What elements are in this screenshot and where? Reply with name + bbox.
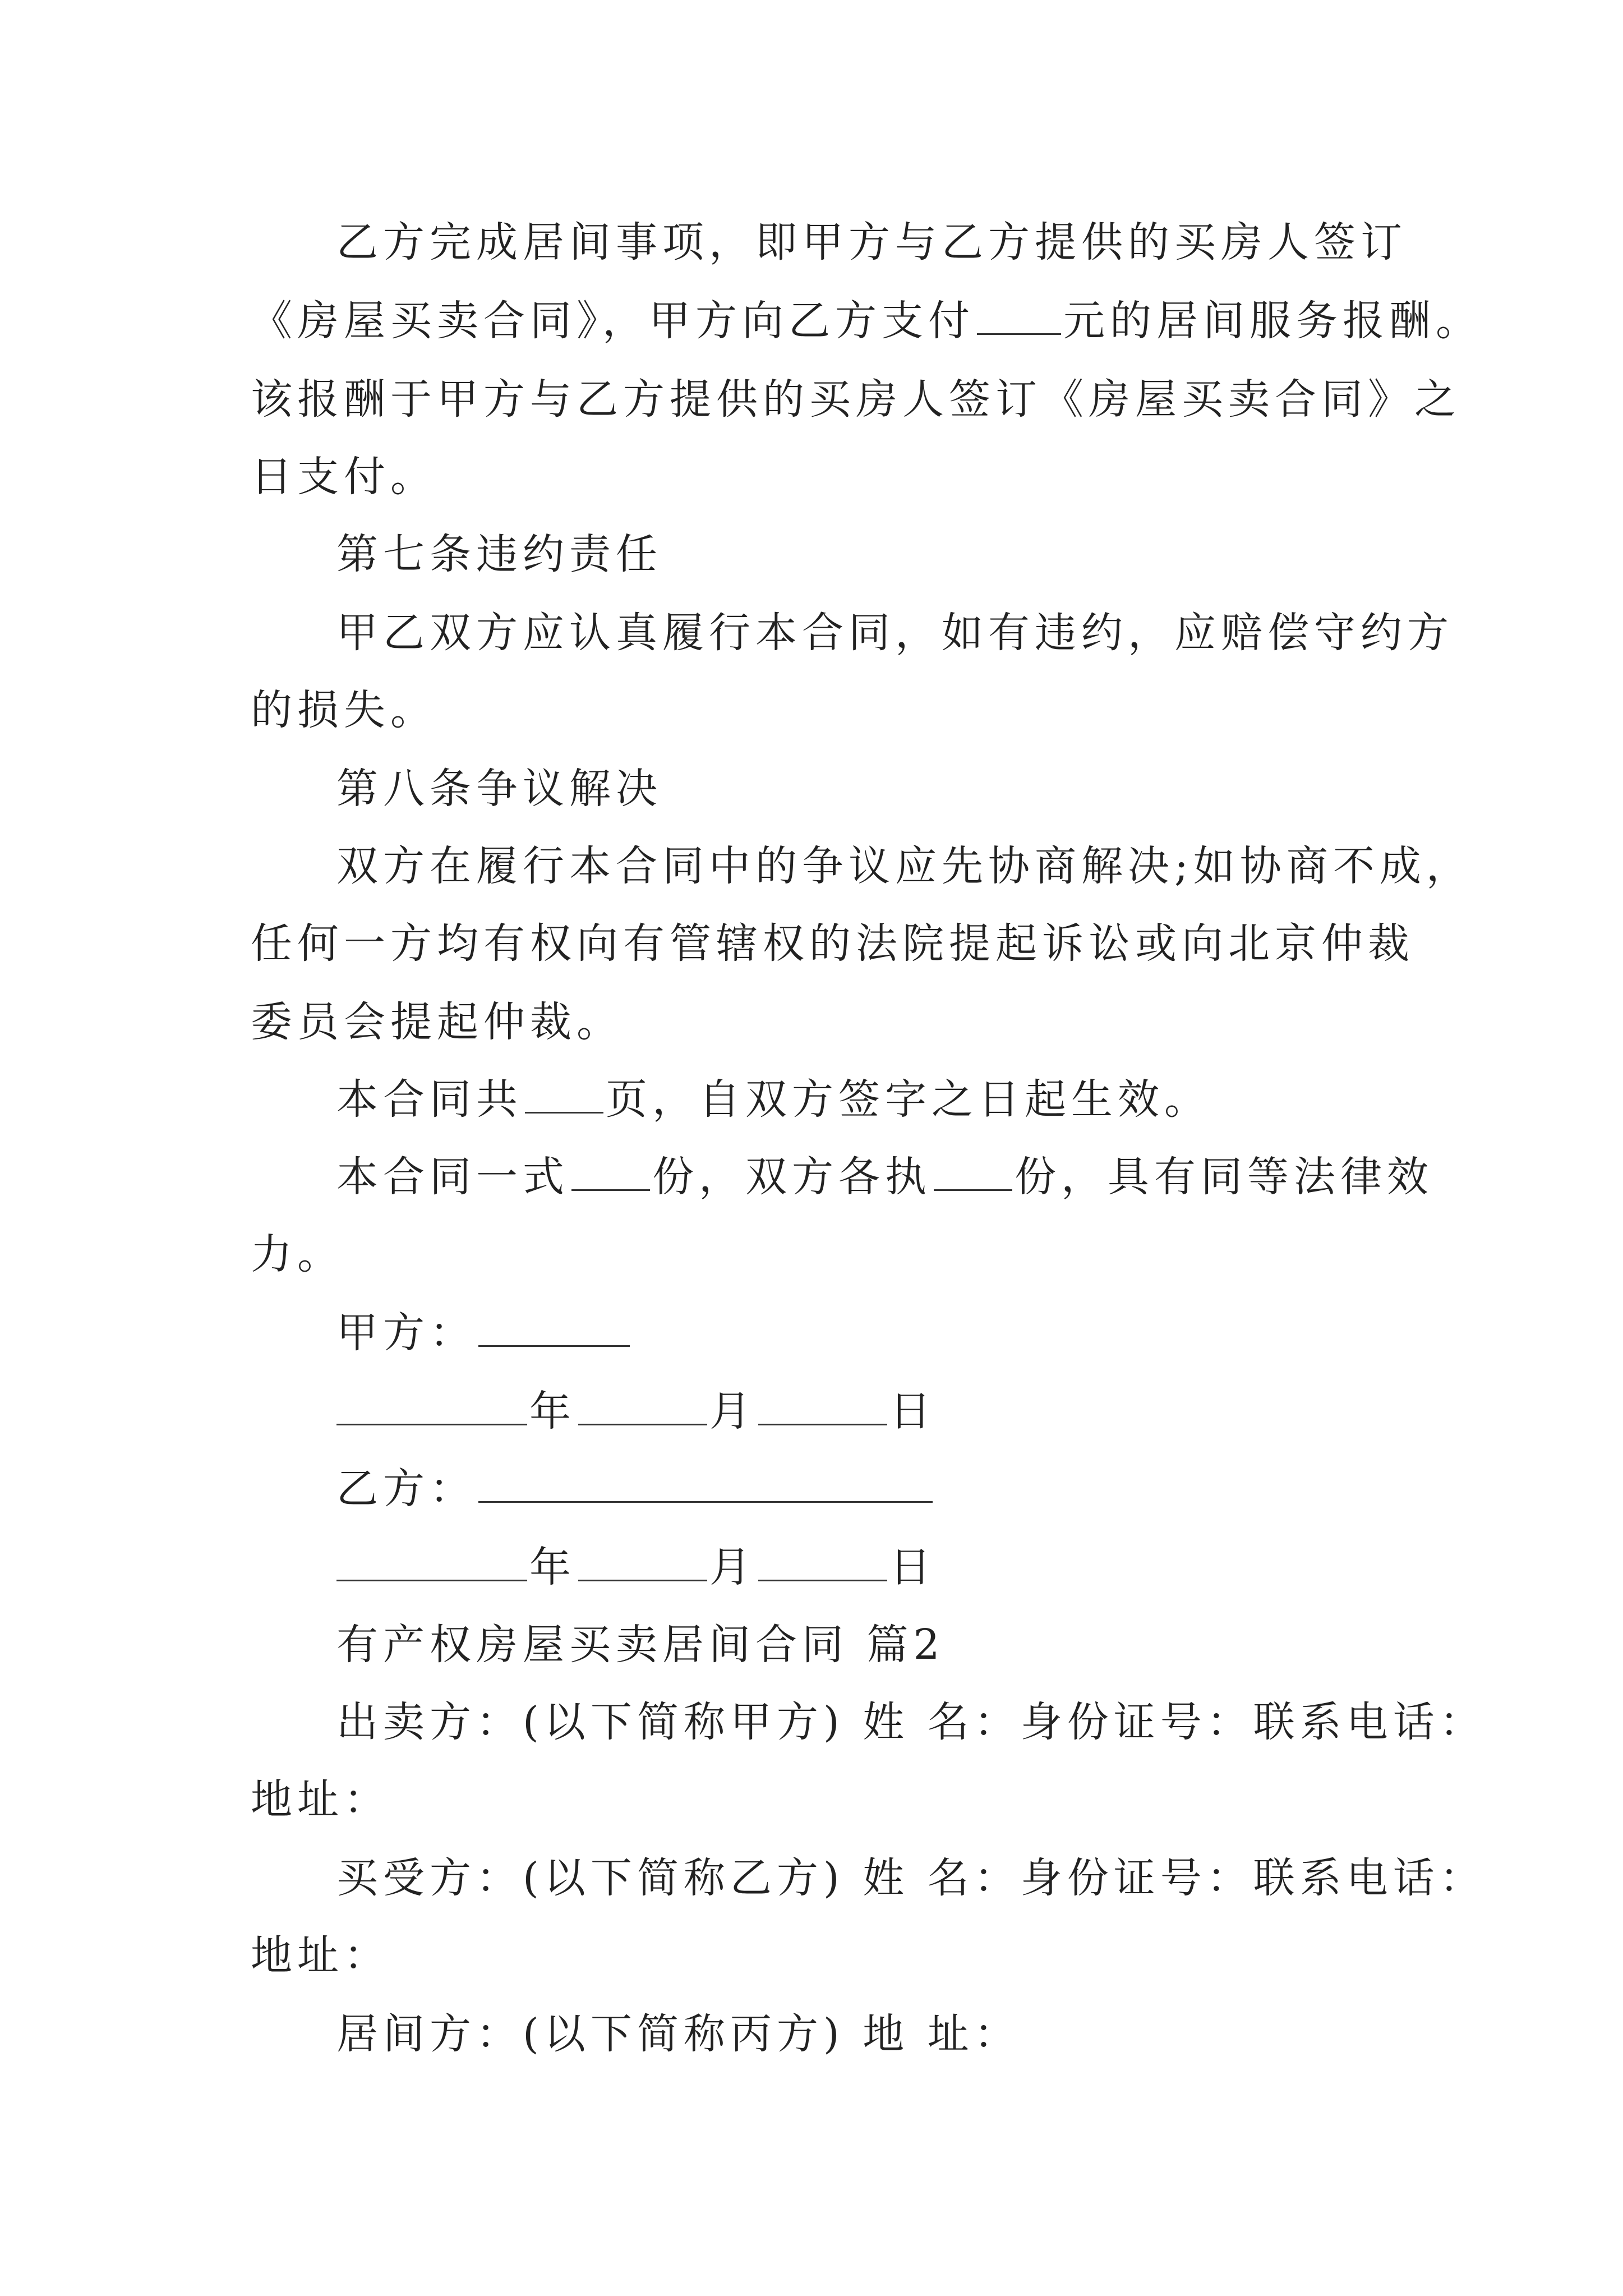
article-7-line-2 [0, 677, 1623, 744]
text-run: 该报酬于甲方与乙方提供的买房人签订《房屋买卖合同》之 [251, 375, 1461, 424]
text-run: 份，双方各执 [652, 1153, 932, 1201]
text-run: 元的居间服务报酬。 [1063, 297, 1482, 345]
text-run: 日 [889, 1543, 936, 1591]
copies-clause-line-2 [0, 1221, 1623, 1288]
clause-6-line-3 [0, 366, 1623, 433]
text-run: 的损失。 [251, 686, 437, 734]
text-run: 日 [889, 1387, 936, 1435]
text-run: 地址： [251, 1931, 390, 1980]
article-8-line-3 [0, 988, 1623, 1056]
text-run: 双方在履行本合同中的争议应先协商解决;如协商不成， [336, 842, 1473, 890]
seller-line-2 [0, 1766, 1623, 1833]
text-run: 月 [709, 1543, 756, 1591]
month-blank [578, 1389, 707, 1425]
clause-6-line-1 [0, 209, 1623, 276]
year-blank [336, 1389, 527, 1425]
party-a-signature-line [0, 1299, 1623, 1366]
article-8-line-1 [0, 832, 1623, 900]
article-8-title [0, 755, 1623, 822]
month-blank [578, 1545, 707, 1581]
text-run: 买受方：(以下简称乙方) 姓 名：身份证号：联系电话： [336, 1854, 1486, 1902]
text-run: 日支付。 [251, 453, 437, 501]
party-b-blank [478, 1466, 933, 1503]
text-run: 居间方：(以下简称丙方) 地 址： [336, 2010, 1021, 2058]
text-run: 甲乙双方应认真履行本合同，如有违约，应赔偿守约方 [336, 609, 1454, 657]
pages-clause [0, 1066, 1623, 1133]
text-run: 任何一方均有权向有管辖权的法院提起诉讼或向北京仲裁 [251, 919, 1414, 968]
text-run: 委员会提起仲裁。 [251, 998, 623, 1046]
day-blank [758, 1545, 887, 1581]
article-8-line-2 [0, 910, 1623, 977]
clause-6-line-2 [0, 287, 1623, 355]
text-run: 《房屋买卖合同》，甲方向乙方支付 [251, 297, 975, 345]
text-run: 份，具有同等法律效 [1015, 1153, 1433, 1201]
text-run: 第八条争议解决 [336, 765, 662, 813]
party-a-date-line [0, 1378, 1623, 1445]
text-run: 有产权房屋买卖居间合同 篇2 [336, 1621, 945, 1669]
fee-amount-blank [977, 298, 1061, 335]
text-run: 本合同一式 [336, 1153, 569, 1201]
party-a-blank [478, 1310, 630, 1347]
party-b-date-line [0, 1534, 1623, 1601]
clause-6-line-4 [0, 443, 1623, 510]
buyer-line-1 [0, 1844, 1623, 1912]
text-run: 第七条违约责任 [336, 530, 662, 578]
copies-clause-line-1 [0, 1143, 1623, 1211]
text-run: 年 [529, 1543, 576, 1591]
text-run: 地址： [251, 1775, 390, 1824]
text-run: 乙方完成居间事项，即甲方与乙方提供的买房人签订 [336, 218, 1407, 266]
seller-line-1 [0, 1688, 1623, 1756]
year-blank [336, 1545, 527, 1581]
text-run: 出卖方：(以下简称甲方) 姓 名：身份证号：联系电话： [336, 1698, 1486, 1746]
text-run: 力。 [251, 1230, 344, 1278]
text-run: 月 [709, 1387, 756, 1435]
copies-total-blank [571, 1154, 650, 1191]
article-7-line-1 [0, 599, 1623, 666]
text-run: 页，自双方签字之日起生效。 [606, 1075, 1211, 1124]
broker-line-1 [0, 2000, 1623, 2068]
text-run: 本合同共 [336, 1075, 523, 1124]
day-blank [758, 1389, 887, 1425]
article-7-title [0, 521, 1623, 588]
page-count-blank [525, 1077, 603, 1114]
section-2-title [0, 1611, 1623, 1678]
buyer-line-2 [0, 1922, 1623, 1989]
copies-each-blank [934, 1154, 1012, 1191]
party-a-label: 甲方： [336, 1309, 476, 1357]
party-b-signature-line [0, 1455, 1623, 1522]
party-b-label: 乙方： [336, 1465, 476, 1513]
text-run: 年 [529, 1387, 576, 1435]
